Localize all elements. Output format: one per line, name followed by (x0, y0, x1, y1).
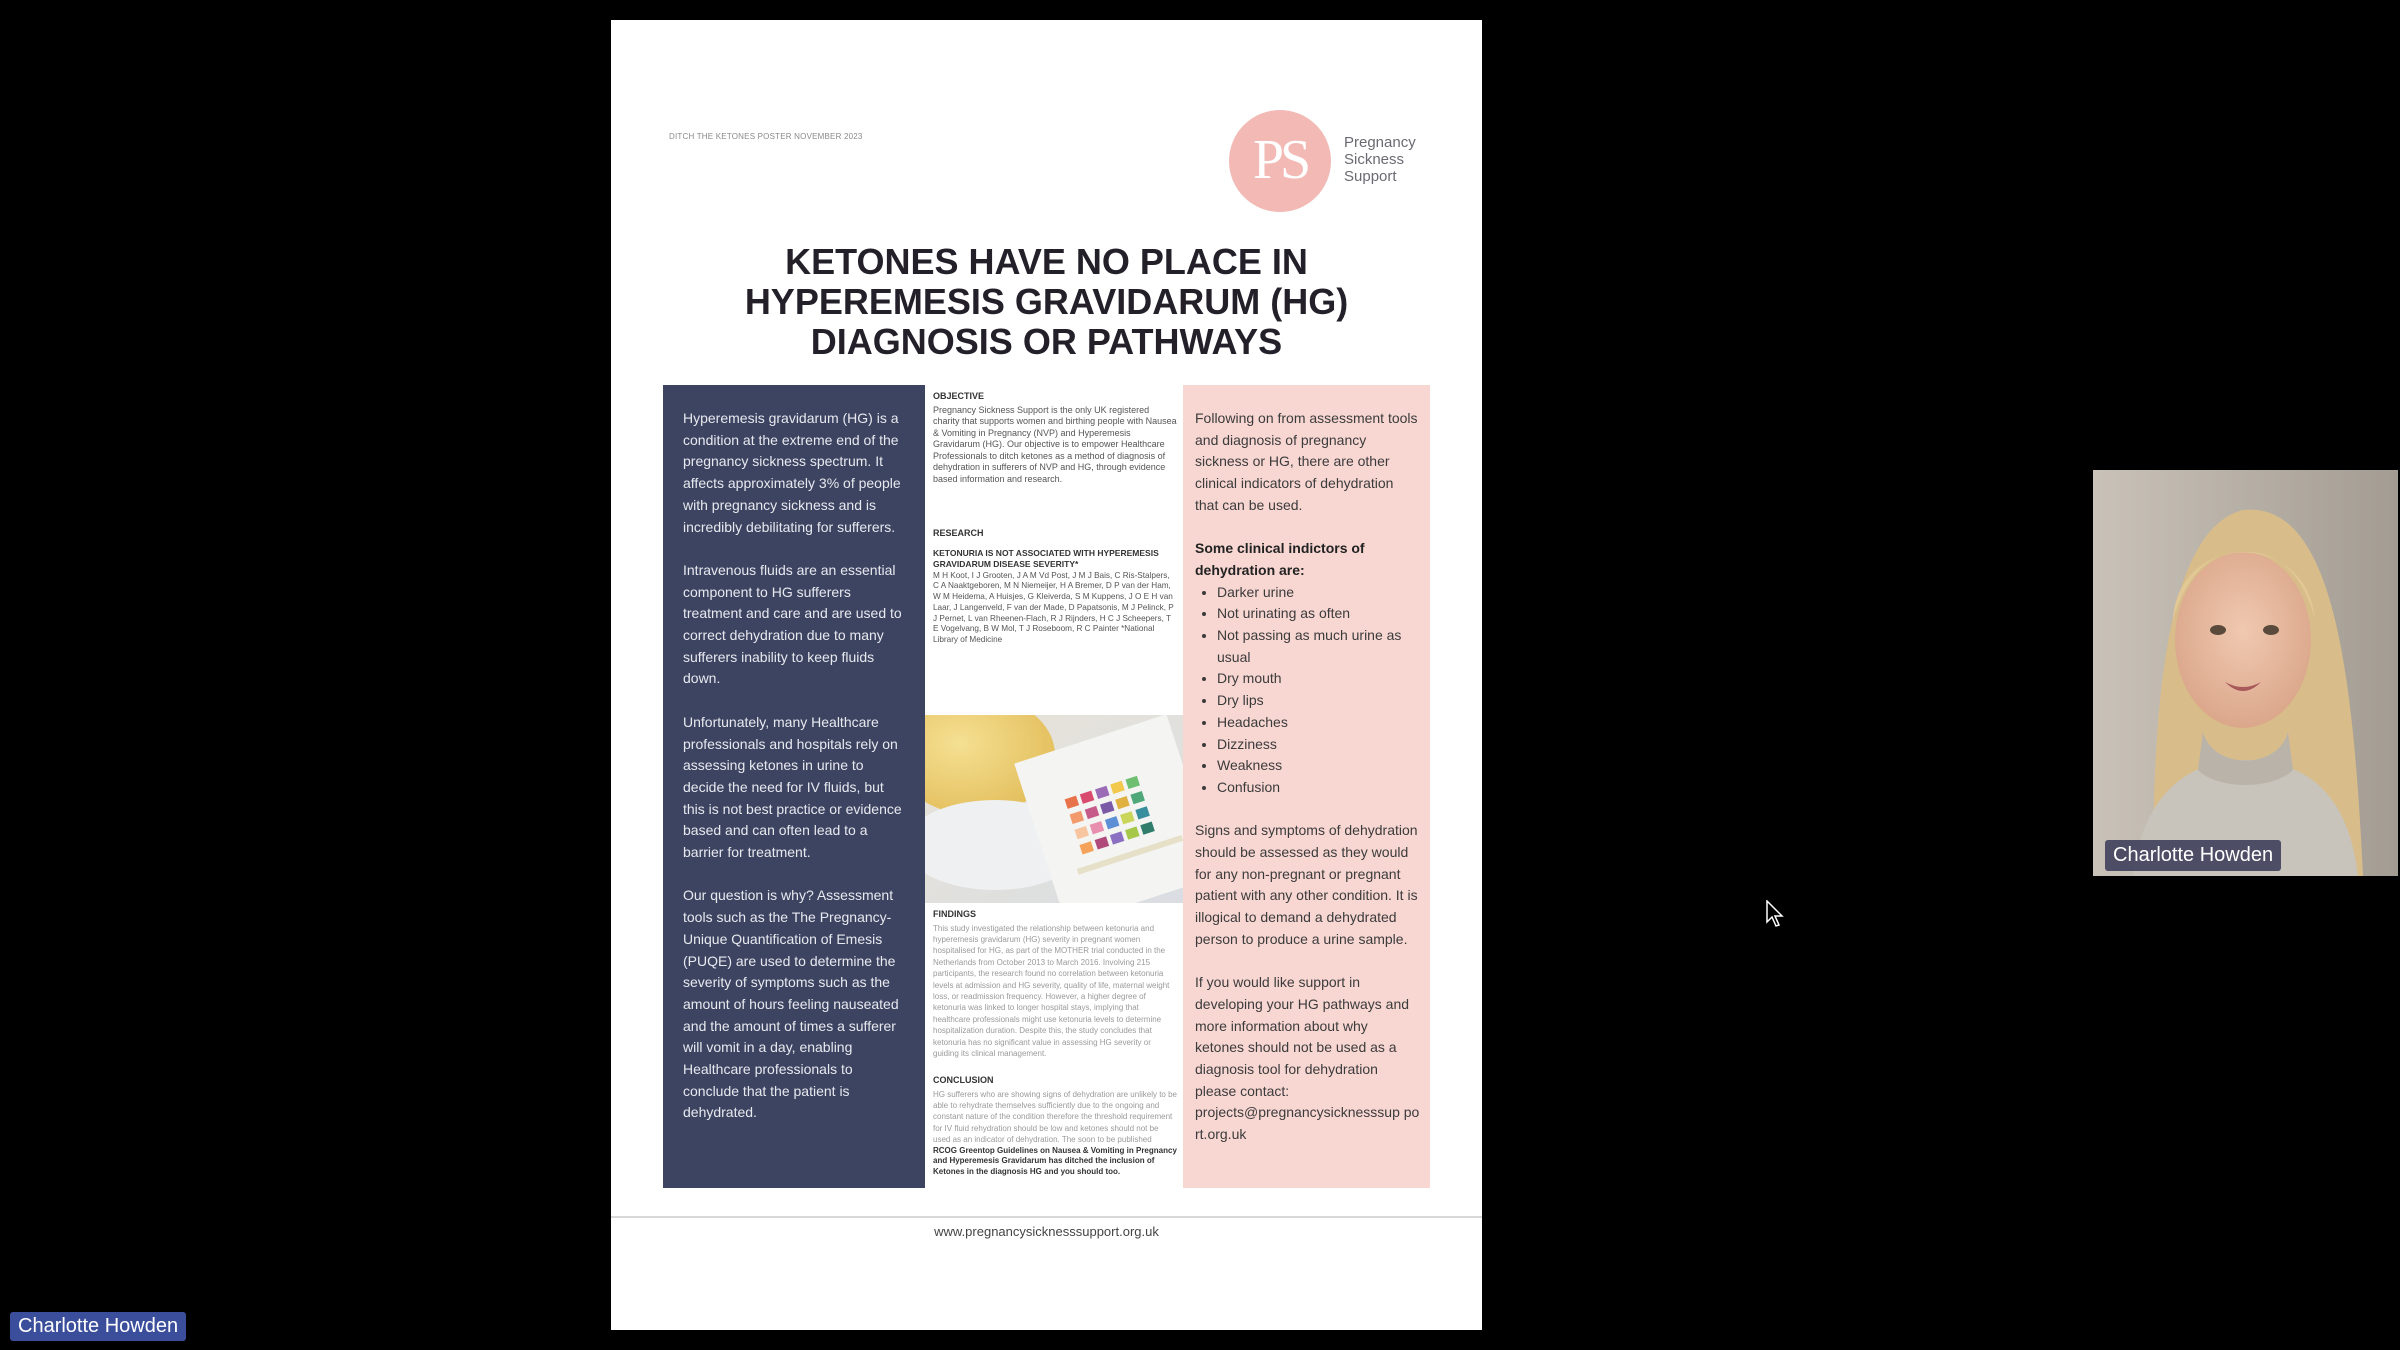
conclusion-section (933, 1075, 1177, 1177)
participant-name-tag: Charlotte Howden (2105, 840, 2281, 871)
urine-test-photo (925, 715, 1183, 903)
footer-divider (611, 1216, 1482, 1218)
objective-heading: OBJECTIVE (933, 391, 985, 401)
findings-text: This study investigated the relationship between ketonuria and hyperemesis gravidarum (HG) severity in pregnant women hospitalised for HG, as part of the MOTHER trial conducted in the Netherlands from October 2013 to March 2016. Involving 215 participants, the research found no correlation between ketonuria levels at admission and HG severity, quality of life, maternal weight loss, or readmission frequency. However, a higher degree of ketonuria was linked to longer hospital stays, implying that healthcare professionals might use ketonuria levels to determine hospitalization duration. Despite this, the study concludes that ketonuria has no significant value in assessing HG severity or guiding its clinical management. (933, 923, 1170, 1058)
research-section (933, 528, 1177, 646)
pss-logo (1229, 110, 1331, 212)
right-paragraph-1: Following on from assessment tools and diagnosis of pregnancy sickness or HG, there are other clinical indicators of dehydration that can be used. (1195, 410, 1418, 513)
list-item: • Weakness (1217, 755, 1420, 777)
shared-poster (611, 20, 1482, 1330)
left-column (663, 385, 925, 1188)
list-item: • Not passing as much urine as usual (1217, 625, 1420, 668)
footer-url: www.pregnancysicknesssupport.org.uk (934, 1224, 1159, 1239)
findings-section (933, 909, 1177, 1059)
indicators-heading: Some clinical indictors of dehydration are: (1195, 540, 1365, 578)
list-item: • Dry lips (1217, 690, 1420, 712)
right-column (1183, 385, 1430, 1188)
middle-column (925, 385, 1183, 1188)
conclusion-bold-text: RCOG Greentop Guidelines on Nausea & Vomiting in Pregnancy and Hyperemesis Gravidarum has ditched the inclusion of Ketones in the diagnosis HG and you should too. (933, 1145, 1177, 1176)
poster-label: DITCH THE KETONES POSTER NOVEMBER 2023 (669, 132, 863, 141)
list-item: • Not urinating as often (1217, 603, 1420, 625)
research-subheading: KETONURIA IS NOT ASSOCIATED WITH HYPEREMESIS GRAVIDARUM DISEASE SEVERITY* (933, 547, 1159, 569)
title-line: KETONES HAVE NO PLACE IN (785, 241, 1308, 282)
list-item: • Headaches (1217, 712, 1420, 734)
indicators-list (1195, 582, 1420, 799)
logo-text-line: Sickness (1344, 151, 1405, 168)
title-line: DIAGNOSIS OR PATHWAYS (810, 321, 1283, 362)
left-paragraph-3: Unfortunately, many Healthcare professionals and hospitals rely on assessing ketones in urine to decide the need for IV fluids, but this is not best practice or evidence based and can often lead to a barrier for treatment. (683, 713, 902, 861)
logo-text-line: Pregnancy (1344, 134, 1416, 151)
participant-video (2093, 470, 2398, 876)
right-paragraph-2: Signs and symptoms of dehydration should be assessed as they would for any non-pregnant or pregnant patient with any other condition. It is illogical to demand a dehydrated person to produce a urine sample. (1195, 822, 1418, 947)
logo-text (1344, 134, 1416, 185)
title-line: HYPEREMESIS GRAVIDARUM (HG) (744, 281, 1349, 322)
poster-title (651, 242, 1442, 362)
contact-email: projects@pregnancysicknesssup port.org.uk (1195, 1104, 1420, 1143)
list-item: • Dizziness (1217, 734, 1420, 756)
list-item: • Confusion (1217, 777, 1420, 799)
conclusion-heading: CONCLUSION (933, 1075, 994, 1085)
mouse-cursor-icon (1766, 900, 1786, 933)
urine-test-illustration (925, 715, 1183, 903)
left-paragraph-1: Hyperemesis gravidarum (HG) is a condition at the extreme end of the pregnancy sickness spectrum. It affects approximately 3% of people with pregnancy sickness and is incredibly debilitating for sufferers. (683, 410, 901, 535)
left-paragraph-2: Intravenous fluids are an essential component to HG sufferers treatment and care and are used to correct dehydration due to many sufferers inability to keep fluids down. (683, 561, 902, 687)
conclusion-text: HG sufferers who are showing signs of dehydration are unlikely to be able to rehydrate themselves sufficiently due to the ongoing and constant nature of the condition therefore the threshold requirement for IV fluid rehydration should be low and ketones should not be used as an indicator of dehydration. The soon to be published (933, 1089, 1177, 1145)
research-heading: RESEARCH (933, 528, 984, 538)
findings-heading: FINDINGS (933, 909, 977, 919)
logo-mark: PS (1252, 129, 1308, 191)
objective-text: Pregnancy Sickness Support is the only UK registered charity that supports women and birthing people with Nausea & Vomiting in Pregnancy (NVP) and Hyperemesis Gravidarum (HG). Our objective is to empower Healthcare Professionals to ditch ketones as a method of diagnosis of dehydration in sufferers of NVP and HG, through evidence based information and research. (933, 404, 1177, 484)
presenter-name-tag: Charlotte Howden (10, 1312, 186, 1341)
list-item: • Dry mouth (1217, 668, 1420, 690)
left-paragraph-4: Our question is why? Assessment tools such as the The Pregnancy-Unique Quantification of Emesis (PUQE) are used to determine the severity of symptoms such as the amount of hours feeling nauseated and the amount of times a sufferer will vomit in a day, enabling Healthcare professionals to conclude that the patient is dehydrated. (683, 887, 899, 1121)
logo-text-line: Support (1344, 168, 1397, 185)
list-item: • Darker urine (1217, 582, 1420, 604)
right-paragraph-3: If you would like support in developing your HG pathways and more information about why ketones should not be used as a diagnosis tool for dehydration please contact: (1195, 974, 1410, 1099)
research-authors: M H Koot, I J Grooten, J A M Vd Post, J M J Bais, C Ris-Stalpers, C A Naaktgeboren, M N Niemeijer, H A Bremer, D P van der Ham, W M Heidema, A Huisjes, G Kleiverda, S M Kuppens, J O E H van Laar, J Langenveld, F van der Made, D Papatsonis, M J Pelinck, P J Pernet, L van Rheenen-Flach, R J Rijnders, H C J Scheepers, T E Vogelvang, B W Mol, T J Roseboom, R C Painter *National Library of Medicine (933, 570, 1174, 645)
participant-video-tile[interactable] (2093, 470, 2398, 876)
objective-section (933, 391, 1177, 485)
